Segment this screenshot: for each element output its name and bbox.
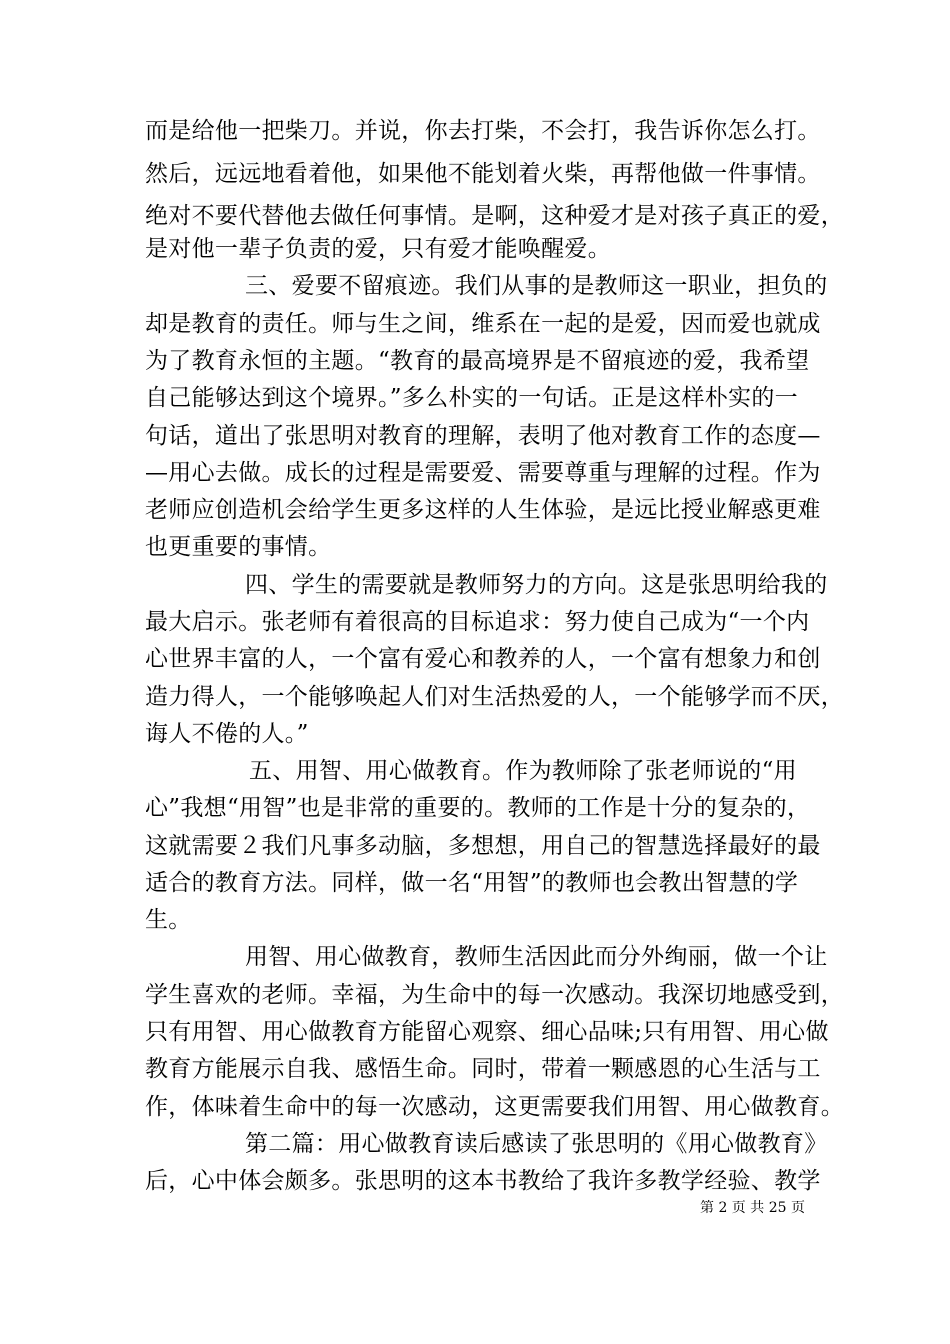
text-line: 这就需要２我们凡事多动脑，多想想，用自己的智慧选择最好的最	[145, 833, 821, 859]
text-line: 只有用智、用心做教育方能留心观察、细心品味;只有用智、用心做	[145, 1019, 829, 1045]
text-line: 诲人不倦的人。”	[145, 721, 309, 747]
text-line: 作，体味着生命中的每一次感动，这更需要我们用智、用心做教育。	[145, 1094, 844, 1120]
text-line: 然后，远远地看着他，如果他不能划着火柴，再帮他做一件事情。	[145, 161, 821, 187]
text-line: 学生喜欢的老师。幸福，为生命中的每一次感动。我深切地感受到，	[145, 982, 844, 1008]
paragraph-first-line: 三、爱要不留痕迹。我们从事的是教师这一职业，担负的	[245, 273, 828, 299]
text-line: 自己能够达到这个境界。”多么朴实的一句话。正是这样朴实的一	[145, 385, 798, 411]
text-line: 最大启示。张老师有着很高的目标追求：努力使自己成为“一个内	[145, 609, 810, 635]
text-line: 教育方能展示自我、感悟生命。同时，带着一颗感恩的心生活与工	[145, 1056, 821, 1082]
text-line: 心世界丰富的人，一个富有爱心和教养的人，一个富有想象力和创	[145, 646, 821, 672]
text-line: 心”我想“用智”也是非常的重要的。教师的工作是十分的复杂的，	[145, 795, 811, 821]
text-line: 绝对不要代替他去做任何事情。是啊，这种爱才是对孩子真正的爱，	[145, 203, 844, 229]
text-line: 是对他一辈子负责的爱，只有爱才能唤醒爱。	[145, 236, 611, 262]
text-line: 适合的教育方法。同样，做一名“用智”的教师也会教出智慧的学	[145, 870, 799, 896]
text-line: 后，心中体会颇多。张思明的这本书教给了我许多教学经验、教学	[145, 1168, 821, 1194]
text-line: 却是教育的责任。师与生之间，维系在一起的是爱，因而爱也就成	[145, 311, 821, 337]
text-line: 句话，道出了张思明对教育的理解，表明了他对教育工作的态度—	[145, 423, 821, 449]
paragraph-first-line: 第二篇：用心做教育读后感读了张思明的《用心做教育》	[245, 1131, 828, 1157]
text-line: 为了教育永恒的主题。“教育的最高境界是不留痕迹的爱，我希望	[145, 348, 810, 374]
page-number-footer: 第 2 页 共 25 页	[700, 1200, 805, 1216]
text-line: 而是给他一把柴刀。并说，你去打柴，不会打，我告诉你怎么打。	[145, 118, 821, 144]
text-line: 生。	[145, 907, 192, 933]
paragraph-first-line: 五、用智、用心做教育。作为教师除了张老师说的“用	[249, 758, 797, 784]
text-line: 老师应创造机会给学生更多这样的人生体验，是远比授业解惑更难	[145, 497, 821, 523]
text-line: —用心去做。成长的过程是需要爱、需要尊重与理解的过程。作为	[145, 460, 821, 486]
paragraph-first-line: 四、学生的需要就是教师努力的方向。这是张思明给我的	[245, 572, 828, 598]
paragraph-first-line: 用智、用心做教育，教师生活因此而分外绚丽，做一个让	[245, 944, 828, 970]
text-line: 造力得人，一个能够唤起人们对生活热爱的人，一个能够学而不厌，	[145, 684, 844, 710]
text-line: 也更重要的事情。	[145, 534, 332, 560]
